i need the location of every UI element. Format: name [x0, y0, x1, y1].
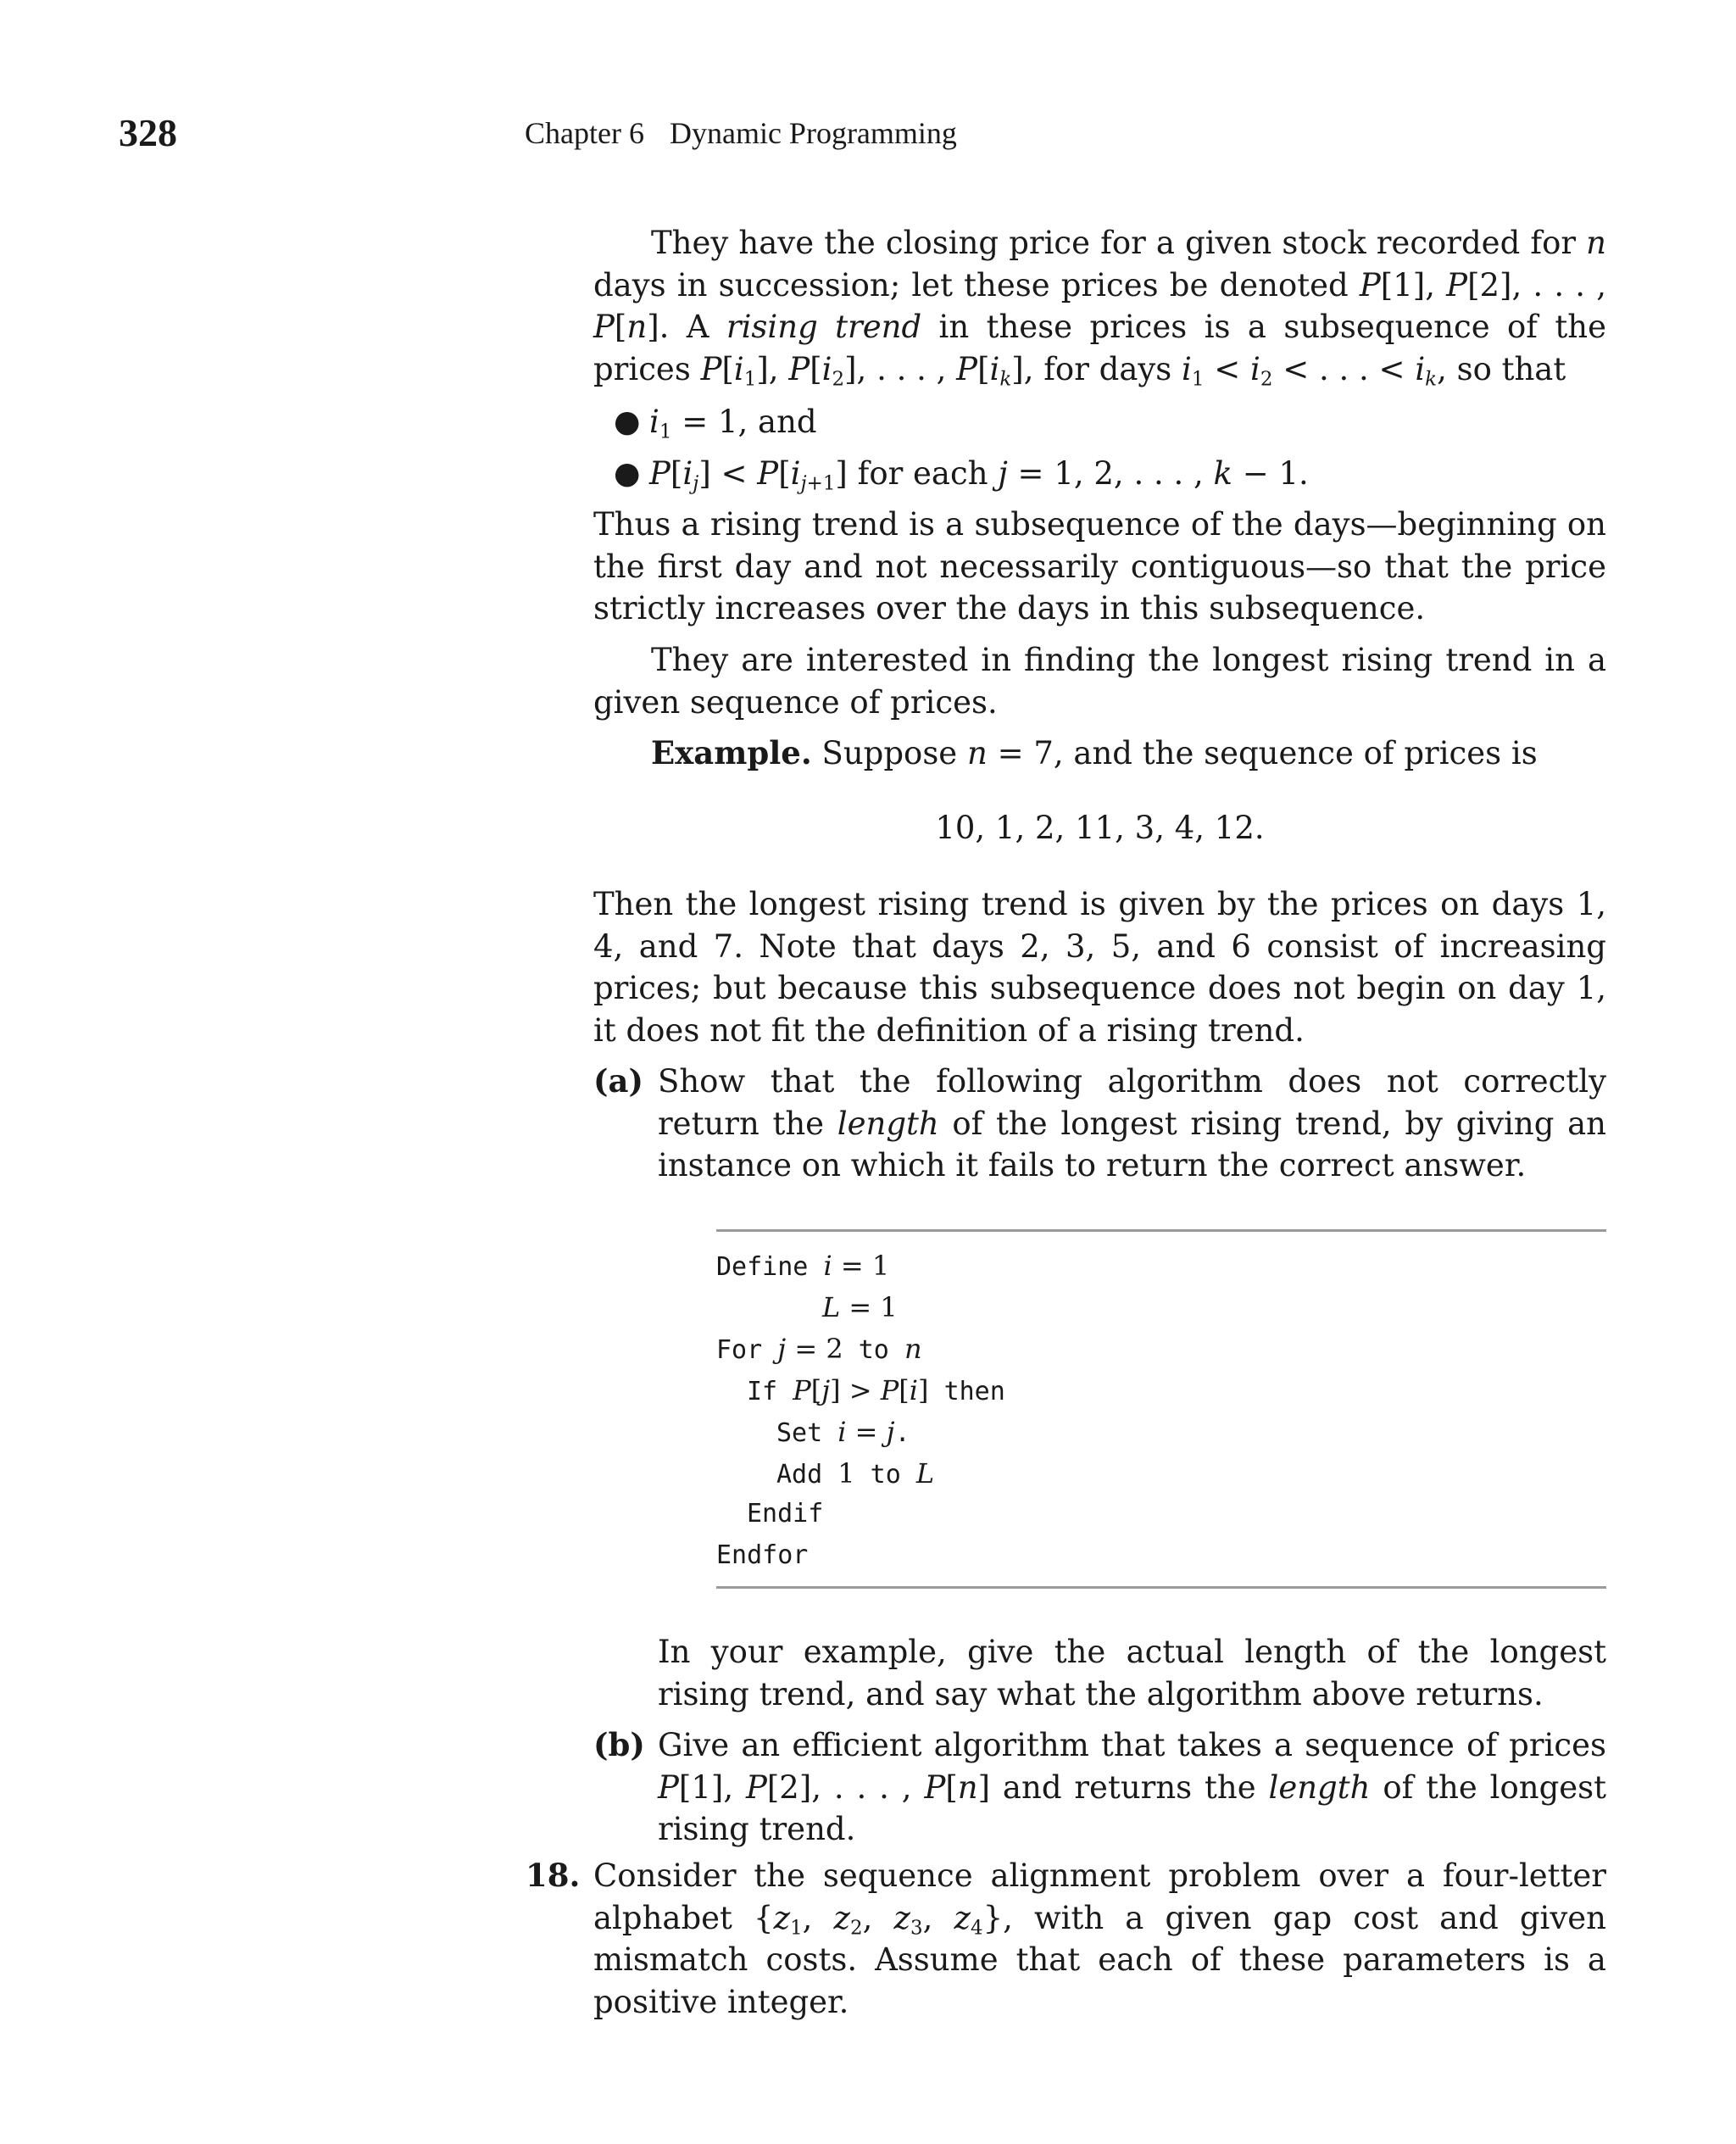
part-b: (b) Give an efficient algorithm that takes a sequence of prices P[1], P[2], . . . , P[n] and returns the length of the longest rising trend. [593, 1726, 1607, 1847]
code-line: Endif [747, 1499, 824, 1529]
code-line: Add 1 to L [776, 1457, 935, 1490]
running-head [525, 115, 957, 151]
algorithm-bottom-rule [716, 1586, 1606, 1589]
bullet-icon: ● [614, 456, 641, 491]
example-line: Example. Suppose n = 7, and the sequence of prices is [651, 734, 1538, 771]
then-paragraph: Then the longest rising trend is given by the prices on days 1, 4, and 7. Note that days 2, 3, 5, and 6 consist of increasing prices; but because this subsequence does not begin on day 1, it does not fit the definition of a rising trend. [593, 886, 1606, 1049]
part-b-label: (b) [593, 1726, 645, 1763]
code-line: L = 1 [822, 1291, 898, 1323]
problem-number: 18. [526, 1857, 581, 1894]
price-sequence: 10, 1, 2, 11, 3, 4, 12. [935, 810, 1265, 846]
code-line: Define i = 1 [716, 1250, 890, 1282]
code-line: For j = 2 to n [716, 1333, 922, 1365]
condition-list [614, 396, 1605, 499]
list-item: ● $P[i_j] < P[i_{j+1}]$ for each j = 1, 2, . . . , k − 1. [614, 448, 1605, 499]
thus-paragraph: Thus a rising trend is a subsequence of the days—beginning on the first day and not necessarily contiguous—so that the price strictly increases over the days in this subsequence. [593, 506, 1606, 626]
example-label: Example. [651, 734, 812, 771]
list-item: ● $i_1 = 1$, and [614, 396, 1605, 448]
algorithm-top-rule [716, 1229, 1606, 1232]
page-number: 328 [119, 111, 177, 154]
interested-paragraph: They are interested in finding the longest rising trend in a given sequence of prices. [593, 642, 1606, 721]
code-line: Endfor [716, 1540, 809, 1570]
rising-trend-term: rising trend [726, 309, 922, 345]
intro-paragraph: They have the closing price for a given stock recorded for n days in succession; let these prices be denoted P[1], P[2], . . . , P[n]. A rising trend in these prices is a subsequence of the prices $P[i_1]$, $P[i_2]$, . . . , $P[i_k]$, for days $i_1 < i_2$ < . . . < $i_k$, so that [593, 225, 1606, 390]
code-line: If P[j] > P[i] then [747, 1374, 1005, 1406]
code-line: Set i = j. [776, 1416, 910, 1448]
chapter-label: Chapter 6 [525, 116, 644, 150]
part-a-label: (a) [593, 1062, 643, 1100]
problem-18: 18. Consider the sequence alignment problem over a four-letter alphabet {$z_1$, $z_2$, $z_3$, $z_4$}, with a given gap cost and given mismatch costs. Assume that each of these parameters is a positive integer. [526, 1857, 1607, 2020]
part-a: (a) Show that the following algorithm does not correctly return the length of the longest rising trend, by giving an instance on which it fails to return the correct answer. [593, 1062, 1606, 1183]
chapter-title: Dynamic Programming [669, 116, 957, 150]
bullet-icon: ● [614, 404, 641, 439]
part-a-followup: In your example, give the actual length of the longest rising trend, and say what the algorithm above returns. [658, 1634, 1606, 1712]
